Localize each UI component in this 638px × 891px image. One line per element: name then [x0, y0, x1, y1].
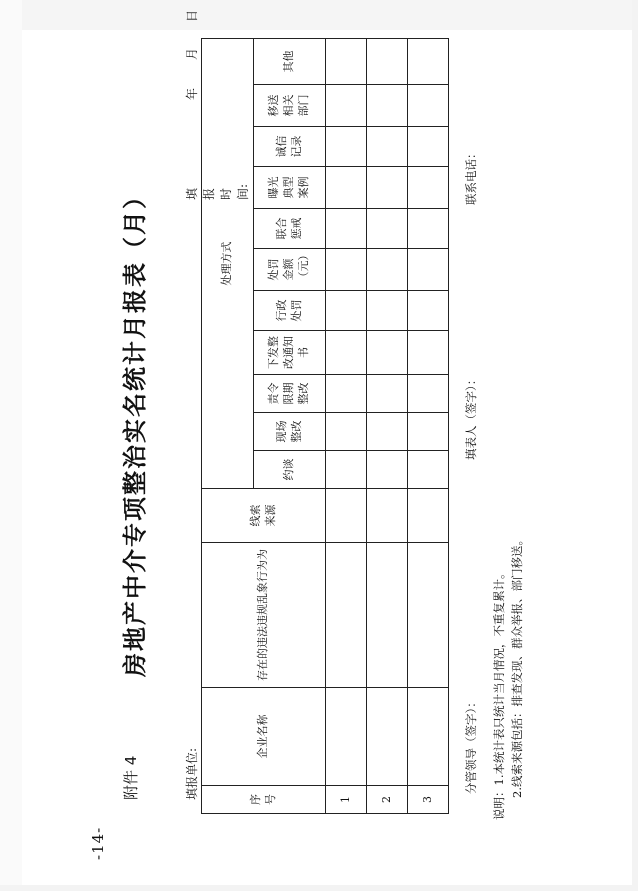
cell-method[interactable] [326, 451, 367, 489]
header-method-onsite-rectify: 现场整改 [254, 413, 326, 451]
header-method-admin-penalty: 行政处罚 [254, 291, 326, 331]
cell-method[interactable] [367, 413, 408, 451]
cell-method[interactable] [408, 375, 449, 413]
cell-violation[interactable] [326, 543, 367, 688]
cell-company[interactable] [326, 688, 367, 786]
document-title: 房地产中介专项整治实名统计月报表（月） [120, 183, 149, 677]
cell-method[interactable] [367, 331, 408, 375]
cell-method[interactable] [408, 451, 449, 489]
cell-method[interactable] [367, 291, 408, 331]
document-sheet [15, 0, 615, 860]
cell-method[interactable] [408, 209, 449, 249]
page-bottom-margin [0, 885, 638, 891]
header-handling-method: 处理方式 [202, 38, 254, 488]
header-method-deadline-rectify: 责令限期整改 [254, 375, 326, 413]
cell-violation[interactable] [408, 543, 449, 688]
cell-violation[interactable] [367, 543, 408, 688]
cell-method[interactable] [326, 291, 367, 331]
cell-method[interactable] [408, 38, 449, 84]
header-clue-source: 线索来源 [202, 489, 326, 543]
cell-method[interactable] [326, 249, 367, 291]
cell-method[interactable] [326, 413, 367, 451]
cell-method[interactable] [326, 209, 367, 249]
page-right-margin [632, 0, 638, 891]
table-row [326, 38, 367, 813]
header-method-credit-record: 诚信记录 [254, 127, 326, 167]
cell-company[interactable] [367, 688, 408, 786]
note-line-2: 2.线索来源包括：排查发现、群众举报、部门移送。 [510, 534, 524, 798]
cell-method[interactable] [367, 127, 408, 167]
header-method-penalty-amount: 处罚金额（元） [254, 249, 326, 291]
cell-method[interactable] [326, 375, 367, 413]
row-seq: 2 [367, 786, 408, 814]
row-seq: 3 [408, 786, 449, 814]
header-method-transfer: 移送相关部门 [254, 85, 326, 127]
header-method-joint-discipline: 联合惩戒 [254, 209, 326, 249]
header-violation: 存在的违法违规乱象行为为 [202, 543, 326, 688]
cell-method[interactable] [367, 38, 408, 84]
contact-phone: 联系电话： [464, 147, 478, 205]
page-number: -14- [89, 826, 107, 860]
cell-method[interactable] [326, 167, 367, 209]
attachment-label: 附件 4 [122, 755, 140, 800]
cell-method[interactable] [408, 331, 449, 375]
fill-unit-label: 填报单位: [185, 747, 199, 800]
fill-time-year: 年 [185, 87, 199, 100]
fill-time-day: 日 [185, 9, 199, 22]
table-row [367, 38, 408, 813]
cell-clue-source[interactable] [367, 489, 408, 543]
cell-method[interactable] [408, 167, 449, 209]
cell-method[interactable] [367, 209, 408, 249]
header-method-exposure: 曝光典型案例 [254, 167, 326, 209]
cell-method[interactable] [408, 85, 449, 127]
header-row-1 [202, 38, 254, 813]
header-seq: 序号 [202, 786, 326, 814]
cell-method[interactable] [326, 85, 367, 127]
cell-method[interactable] [408, 413, 449, 451]
cell-method[interactable] [326, 127, 367, 167]
header-company: 企业名称 [202, 688, 326, 786]
cell-method[interactable] [367, 249, 408, 291]
cell-company[interactable] [408, 688, 449, 786]
cell-method[interactable] [408, 127, 449, 167]
header-method-notice: 下发整改通知书 [254, 331, 326, 375]
header-method-interview: 约谈 [254, 451, 326, 489]
note-line-1: 说明：1.本统计表只统计当月情况，不重复累计。 [492, 567, 506, 820]
filler-signature: 填表人（签字）： [464, 373, 478, 460]
cell-clue-source[interactable] [408, 489, 449, 543]
cell-method[interactable] [326, 38, 367, 84]
cell-method[interactable] [326, 331, 367, 375]
fill-time-label: 填报时间: [185, 183, 250, 200]
cell-method[interactable] [367, 451, 408, 489]
row-seq: 1 [326, 786, 367, 814]
cell-method[interactable] [367, 375, 408, 413]
cell-method[interactable] [408, 291, 449, 331]
table-row [408, 38, 449, 813]
fill-time-month: 月 [185, 47, 199, 60]
cell-method[interactable] [408, 249, 449, 291]
cell-method[interactable] [367, 85, 408, 127]
header-method-other: 其他 [254, 38, 326, 84]
leader-signature: 分管领导（签字）： [464, 696, 478, 794]
cell-clue-source[interactable] [326, 489, 367, 543]
cell-method[interactable] [367, 167, 408, 209]
statistics-table [201, 38, 449, 814]
